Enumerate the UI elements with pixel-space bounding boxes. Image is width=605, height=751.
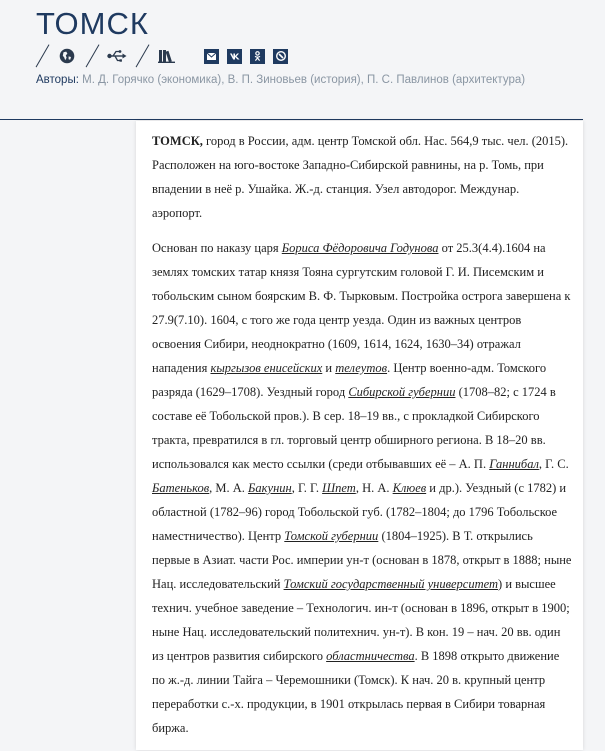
odnoklassniki-icon[interactable] xyxy=(250,49,265,64)
link-tomsk-university[interactable]: Томский государственный университет xyxy=(283,577,499,591)
vk-icon[interactable] xyxy=(227,49,242,64)
text-run: и др.). Уездный (с 1782) и областной (1782–96) город Тобольской губ. (1782–1804; до 1796 Тобольское наместничество). Центр xyxy=(152,481,567,543)
text-run: ) и высшее технич. учебное заведение – Технологич. ин-т (основан в 1896, открыт в 1900; ныне Нац. исследовательский политехнич. ун-т). В кон. 19 – нач. 20 вв. один из центров развития сибирского xyxy=(152,577,570,663)
link-teleuts[interactable]: телеутов xyxy=(335,361,388,375)
text-run: , Г. С. xyxy=(538,457,569,471)
link-shpet[interactable]: Шпет xyxy=(322,481,356,495)
lead-term: ТОМСК, xyxy=(152,134,203,148)
mail-icon[interactable] xyxy=(204,49,219,64)
separator xyxy=(36,44,50,68)
link-siberian-governorate[interactable]: Сибирской губернии xyxy=(348,385,456,399)
authors-line xyxy=(36,74,525,86)
authors-label: Авторы: xyxy=(36,74,79,86)
link-bakunin[interactable]: Бакунин xyxy=(248,481,292,495)
text-run: (1708–82; с 1724 в составе её Тобольской пров.). В сер. 18–19 вв., с прокладкой Сибирского тракта, превратился в гл. торговый центр обширного региона. В 18–20 вв. использовался как место ссылки (среди отбывавших её – А. П. xyxy=(152,385,556,471)
paragraph-intro xyxy=(152,129,572,225)
text-run: , Г. Г. xyxy=(291,481,323,495)
article-text xyxy=(152,129,572,751)
link-kyrgyz[interactable]: кыргызов енисейских xyxy=(210,361,323,375)
library-icon[interactable] xyxy=(156,45,178,67)
text-run: город в России, адм. центр Томской обл. Нас. 564,9 тыс. чел. (2015). Расположен на юго-востоке Западно-Сибирской равнины, на р. Томь, при впадении в неё р. Ушайка. Ж.-д. станция. Узел автодорог. Междунар. аэропорт. xyxy=(152,134,569,220)
separator xyxy=(136,44,150,68)
link-oblastnichestvo[interactable]: областничества xyxy=(326,649,415,663)
page-title: ТОМСК xyxy=(36,6,149,41)
link-godunov[interactable]: Бориса Фёдоровича Годунова xyxy=(281,241,439,255)
text-run: Основан по наказу царя xyxy=(152,241,282,255)
paragraph-history xyxy=(152,236,572,740)
globe-icon[interactable] xyxy=(56,45,78,67)
link-batenkov[interactable]: Батеньков xyxy=(152,481,210,495)
link-gannibal[interactable]: Ганнибал xyxy=(489,457,539,471)
text-run: от 25.3(4.4).1604 на землях томских татар князя Тояна сургутским головой Г. И. Писемским и тобольским сыном боярским В. Ф. Тырковым. Постройка острога завершена к 27.9(7.10). 1604, с того же года центр уезда. Один из важных центров освоения Сибири, неоднократно (1609, 1614, 1624, 1630–34) отражал нападения xyxy=(152,241,571,375)
text-run: , М. А. xyxy=(209,481,249,495)
link-klyuev[interactable]: Клюев xyxy=(392,481,427,495)
text-run: и xyxy=(322,361,336,375)
separator xyxy=(86,44,100,68)
text-run: , Н. А. xyxy=(355,481,393,495)
article-toolbar xyxy=(36,44,296,68)
article-body xyxy=(136,121,583,750)
text-run: . В 1898 открыто движение по ж.-д. линии Тайга – Черемошники (Томск). К нач. 20 в. крупный центр переработки с.-х. продукции, в 1901 открылась первая в Сибири товарная биржа. xyxy=(152,649,560,735)
link-tomsk-governorate[interactable]: Томской губернии xyxy=(284,529,379,543)
authors-list: М. Д. Горячко (экономика), В. П. Зиновьев (история), П. С. Павлинов (архитектура) xyxy=(82,74,526,86)
usb-icon[interactable] xyxy=(106,45,128,67)
text-run: . Центр военно-адм. Томского разряда (1629–1708). Уездный город xyxy=(152,361,547,399)
text-run: (1804–1925). В Т. открылись первые в Азиат. части Рос. империи ун-т (основан в 1878, открыт в 1888; ныне Нац. исследовательский xyxy=(152,529,572,591)
livejournal-icon[interactable] xyxy=(273,49,288,64)
